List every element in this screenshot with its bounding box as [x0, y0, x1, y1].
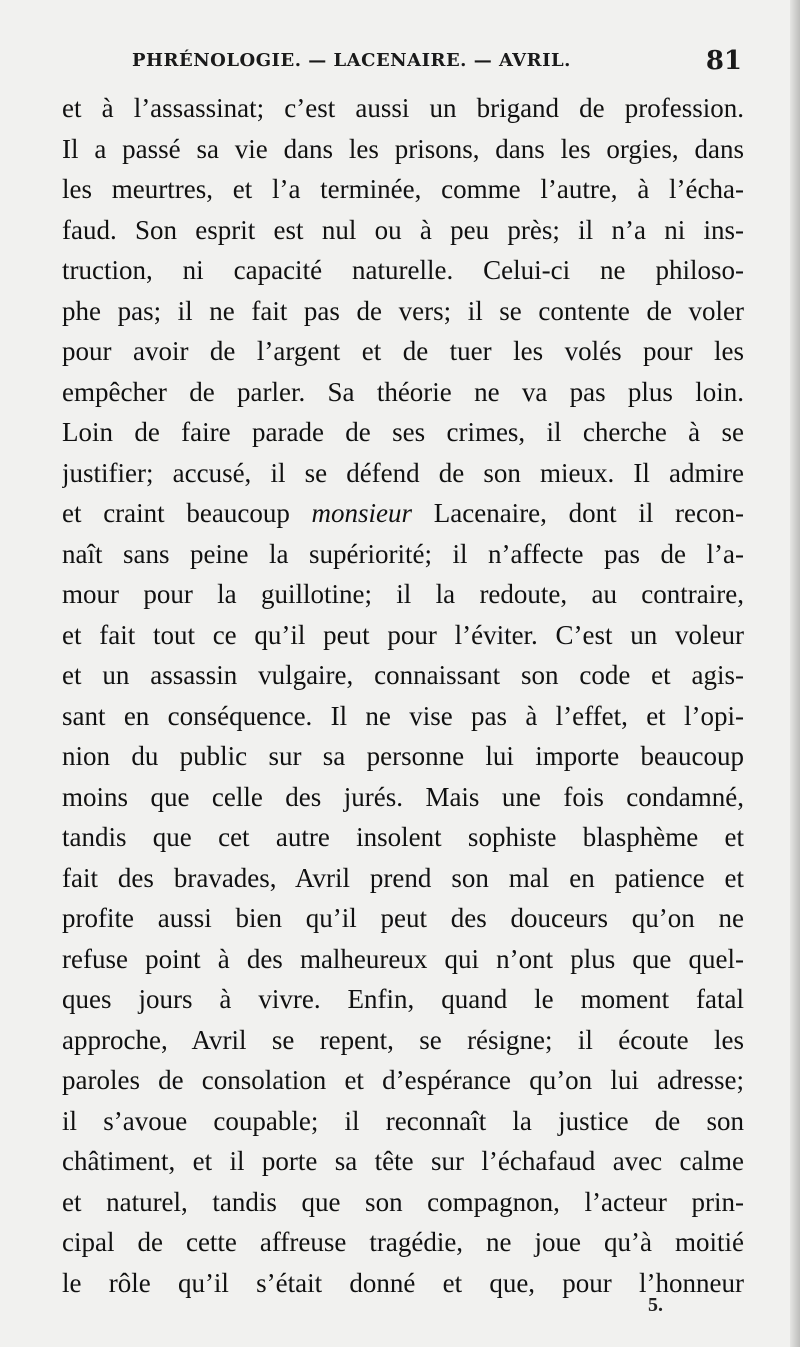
text-line: refuse point à des malheureux qui n’ont plus que quel- — [62, 943, 744, 974]
text-line: et fait tout ce qu’il peut pour l’éviter. C’est un voleur — [62, 619, 744, 650]
text-line: naît sans peine la supériorité; il n’affecte pas de l’a- — [62, 538, 744, 569]
text-segment: Lacenaire, dont il recon- — [412, 498, 744, 528]
text-line: approche, Avril se repent, se résigne; il écoute les — [62, 1024, 744, 1055]
text-line: tandis que cet autre insolent sophiste blasphème et — [62, 822, 744, 852]
text-line: pour avoir de l’argent et de tuer les volés pour les — [62, 336, 744, 366]
text-line: sant en conséquence. Il ne vise pas à l’effet, et l’opi- — [62, 700, 744, 731]
text-line: empêcher de parler. Sa théorie ne va pas plus loin. — [62, 376, 744, 407]
text-line: justifier; accusé, il se défend de son mieux. Il admire — [62, 457, 744, 488]
text-line: profite aussi bien qu’il peut des douceurs qu’on ne — [62, 903, 744, 933]
running-head — [62, 46, 742, 86]
text-line: les meurtres, et l’a terminée, comme l’autre, à l’écha- — [62, 174, 744, 204]
text-line — [62, 493, 744, 534]
text-line: moins que celle des jurés. Mais une fois condamné, — [62, 781, 744, 812]
signature-mark: 5. — [648, 1294, 663, 1316]
text-line: et un assassin vulgaire, connaissant son code et agis- — [62, 660, 744, 690]
text-line: cipal de cette affreuse tragédie, ne joue qu’à moitié — [62, 1227, 744, 1257]
text-segment: et craint beaucoup — [62, 498, 312, 528]
text-line: et naturel, tandis que son compagnon, l’acteur prin- — [62, 1186, 744, 1217]
text-line: faud. Son esprit est nul ou à peu près; il n’a ni ins- — [62, 214, 744, 245]
text-line: ques jours à vivre. Enfin, quand le moment fatal — [62, 984, 744, 1014]
text-line: et à l’assassinat; c’est aussi un brigand de profession. — [62, 93, 744, 123]
page-edge-shadow — [790, 0, 800, 1347]
text-line: fait des bravades, Avril prend son mal en patience et — [62, 862, 744, 893]
italic-word: monsieur — [311, 498, 413, 528]
text-line: nion du public sur sa personne lui importe beaucoup — [62, 741, 744, 771]
page-number: 81 — [705, 46, 742, 76]
text-line: mour pour la guillotine; il la redoute, au contraire, — [62, 579, 744, 609]
text-line: paroles de consolation et d’espérance qu’on lui adresse; — [62, 1065, 744, 1095]
text-line: il s’avoue coupable; il reconnaît la justice de son — [62, 1105, 744, 1136]
text-line: Loin de faire parade de ses crimes, il cherche à se — [62, 417, 744, 447]
text-line: Il a passé sa vie dans les prisons, dans les orgies, dans — [62, 133, 744, 164]
text-line: phe pas; il ne fait pas de vers; il se contente de voler — [62, 295, 744, 326]
body-text — [62, 88, 744, 1303]
text-line: truction, ni capacité naturelle. Celui-ci ne philoso- — [62, 255, 744, 285]
text-line: châtiment, et il porte sa tête sur l’échafaud avec calme — [62, 1146, 744, 1176]
text-line: le rôle qu’il s’était donné et que, pour l’honneur — [62, 1267, 744, 1298]
running-head-title: PHRÉNOLOGIE. — LACENAIRE. — AVRIL. — [132, 50, 571, 71]
